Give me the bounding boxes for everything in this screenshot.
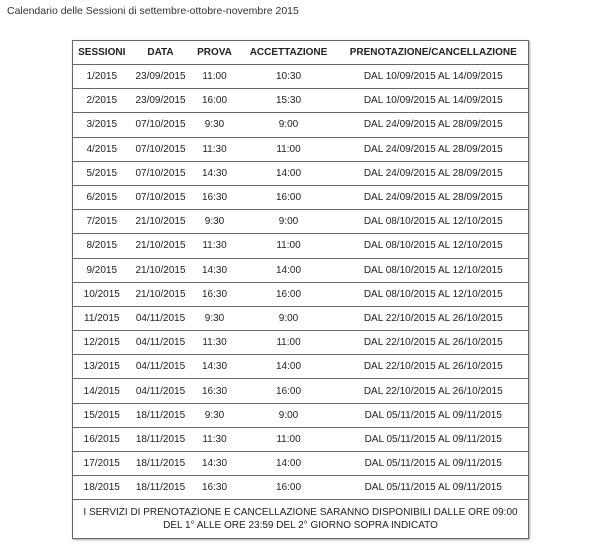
session-cell: 17/2015 [73,452,131,476]
check-in-time-cell: 16:00 [239,185,339,209]
table-header-row [73,41,529,65]
booking-period-cell: DAL 22/10/2015 AL 26/10/2015 [339,355,529,379]
table-row [73,65,529,89]
session-cell: 15/2015 [73,403,131,427]
booking-period-cell: DAL 05/11/2015 AL 09/11/2015 [339,476,529,500]
table-row [73,282,529,306]
footer-row [73,500,529,539]
booking-period-cell: DAL 22/10/2015 AL 26/10/2015 [339,331,529,355]
session-cell: 3/2015 [73,113,131,137]
date-cell: 21/10/2015 [131,282,191,306]
booking-period-cell: DAL 08/10/2015 AL 12/10/2015 [339,210,529,234]
date-cell: 18/11/2015 [131,452,191,476]
check-in-time-cell: 9:00 [239,113,339,137]
check-in-time-cell: 11:00 [239,137,339,161]
session-cell: 13/2015 [73,355,131,379]
date-cell: 04/11/2015 [131,331,191,355]
booking-period-cell: DAL 22/10/2015 AL 26/10/2015 [339,379,529,403]
table-row [73,161,529,185]
table-row [73,355,529,379]
session-cell: 14/2015 [73,379,131,403]
table-row [73,137,529,161]
date-cell: 21/10/2015 [131,210,191,234]
booking-period-cell: DAL 24/09/2015 AL 28/09/2015 [339,137,529,161]
session-cell: 4/2015 [73,137,131,161]
exam-time-cell: 11:30 [191,331,239,355]
date-cell: 07/10/2015 [131,185,191,209]
header-data: DATA [147,47,174,58]
exam-time-cell: 9:30 [191,210,239,234]
sessions-table [72,40,529,539]
table-row [73,379,529,403]
session-cell: 9/2015 [73,258,131,282]
check-in-time-cell: 11:00 [239,234,339,258]
check-in-time-cell: 16:00 [239,282,339,306]
exam-time-cell: 14:30 [191,452,239,476]
date-cell: 04/11/2015 [131,379,191,403]
table-row [73,89,529,113]
session-cell: 11/2015 [73,306,131,330]
booking-period-cell: DAL 08/10/2015 AL 12/10/2015 [339,258,529,282]
check-in-time-cell: 9:00 [239,210,339,234]
date-cell: 18/11/2015 [131,427,191,451]
table-row [73,258,529,282]
check-in-time-cell: 15:30 [239,89,339,113]
exam-time-cell: 14:30 [191,258,239,282]
check-in-time-cell: 14:00 [239,258,339,282]
page-title: Calendario delle Sessioni di settembre-ottobre-novembre 2015 [7,5,299,17]
exam-time-cell: 14:30 [191,161,239,185]
exam-time-cell: 11:30 [191,234,239,258]
booking-period-cell: DAL 24/09/2015 AL 28/09/2015 [339,113,529,137]
date-cell: 07/10/2015 [131,137,191,161]
session-cell: 7/2015 [73,210,131,234]
exam-time-cell: 16:30 [191,379,239,403]
exam-time-cell: 11:30 [191,427,239,451]
check-in-time-cell: 10:30 [239,65,339,89]
date-cell: 23/09/2015 [131,65,191,89]
exam-time-cell: 11:30 [191,137,239,161]
check-in-time-cell: 16:00 [239,379,339,403]
session-cell: 10/2015 [73,282,131,306]
check-in-time-cell: 11:00 [239,427,339,451]
table-row [73,185,529,209]
session-cell: 1/2015 [73,65,131,89]
table-row [73,427,529,451]
booking-period-cell: DAL 10/09/2015 AL 14/09/2015 [339,89,529,113]
table-row [73,476,529,500]
booking-period-cell: DAL 05/11/2015 AL 09/11/2015 [339,427,529,451]
booking-period-cell: DAL 24/09/2015 AL 28/09/2015 [339,185,529,209]
session-cell: 6/2015 [73,185,131,209]
check-in-time-cell: 9:00 [239,306,339,330]
booking-period-cell: DAL 22/10/2015 AL 26/10/2015 [339,306,529,330]
date-cell: 21/10/2015 [131,234,191,258]
booking-period-cell: DAL 05/11/2015 AL 09/11/2015 [339,403,529,427]
table-row [73,331,529,355]
header-prova: PROVA [197,47,232,58]
table-row [73,234,529,258]
exam-time-cell: 14:30 [191,355,239,379]
exam-time-cell: 16:30 [191,185,239,209]
booking-period-cell: DAL 08/10/2015 AL 12/10/2015 [339,234,529,258]
booking-period-cell: DAL 08/10/2015 AL 12/10/2015 [339,282,529,306]
exam-time-cell: 16:30 [191,282,239,306]
check-in-time-cell: 11:00 [239,331,339,355]
session-cell: 16/2015 [73,427,131,451]
date-cell: 18/11/2015 [131,476,191,500]
date-cell: 07/10/2015 [131,113,191,137]
exam-time-cell: 16:00 [191,89,239,113]
booking-period-cell: DAL 24/09/2015 AL 28/09/2015 [339,161,529,185]
table-row [73,210,529,234]
date-cell: 04/11/2015 [131,306,191,330]
session-cell: 18/2015 [73,476,131,500]
table-row [73,113,529,137]
exam-time-cell: 9:30 [191,113,239,137]
date-cell: 18/11/2015 [131,403,191,427]
header-accettazione: ACCETTAZIONE [249,47,328,58]
check-in-time-cell: 14:00 [239,355,339,379]
table-row [73,306,529,330]
exam-time-cell: 9:30 [191,306,239,330]
check-in-time-cell: 14:00 [239,161,339,185]
date-cell: 07/10/2015 [131,161,191,185]
header-prenotazione: PRENOTAZIONE/CANCELLAZIONE [349,47,517,58]
check-in-time-cell: 9:00 [239,403,339,427]
table-row [73,403,529,427]
session-cell: 8/2015 [73,234,131,258]
session-cell: 12/2015 [73,331,131,355]
booking-period-cell: DAL 10/09/2015 AL 14/09/2015 [339,65,529,89]
booking-period-cell: DAL 05/11/2015 AL 09/11/2015 [339,452,529,476]
check-in-time-cell: 16:00 [239,476,339,500]
date-cell: 21/10/2015 [131,258,191,282]
exam-time-cell: 9:30 [191,403,239,427]
check-in-time-cell: 14:00 [239,452,339,476]
exam-time-cell: 16:30 [191,476,239,500]
date-cell: 23/09/2015 [131,89,191,113]
date-cell: 04/11/2015 [131,355,191,379]
header-sessioni: SESSIONI [78,47,126,58]
table-row [73,452,529,476]
exam-time-cell: 11:00 [191,65,239,89]
session-cell: 5/2015 [73,161,131,185]
footer-note: I SERVIZI DI PRENOTAZIONE E CANCELLAZIONE SARANNO DISPONIBILI DALLE ORE 09:00 DEL 1° ALLE ORE 23:59 DEL 2° GIORNO SOPRA INDICATO [73,500,529,539]
session-cell: 2/2015 [73,89,131,113]
